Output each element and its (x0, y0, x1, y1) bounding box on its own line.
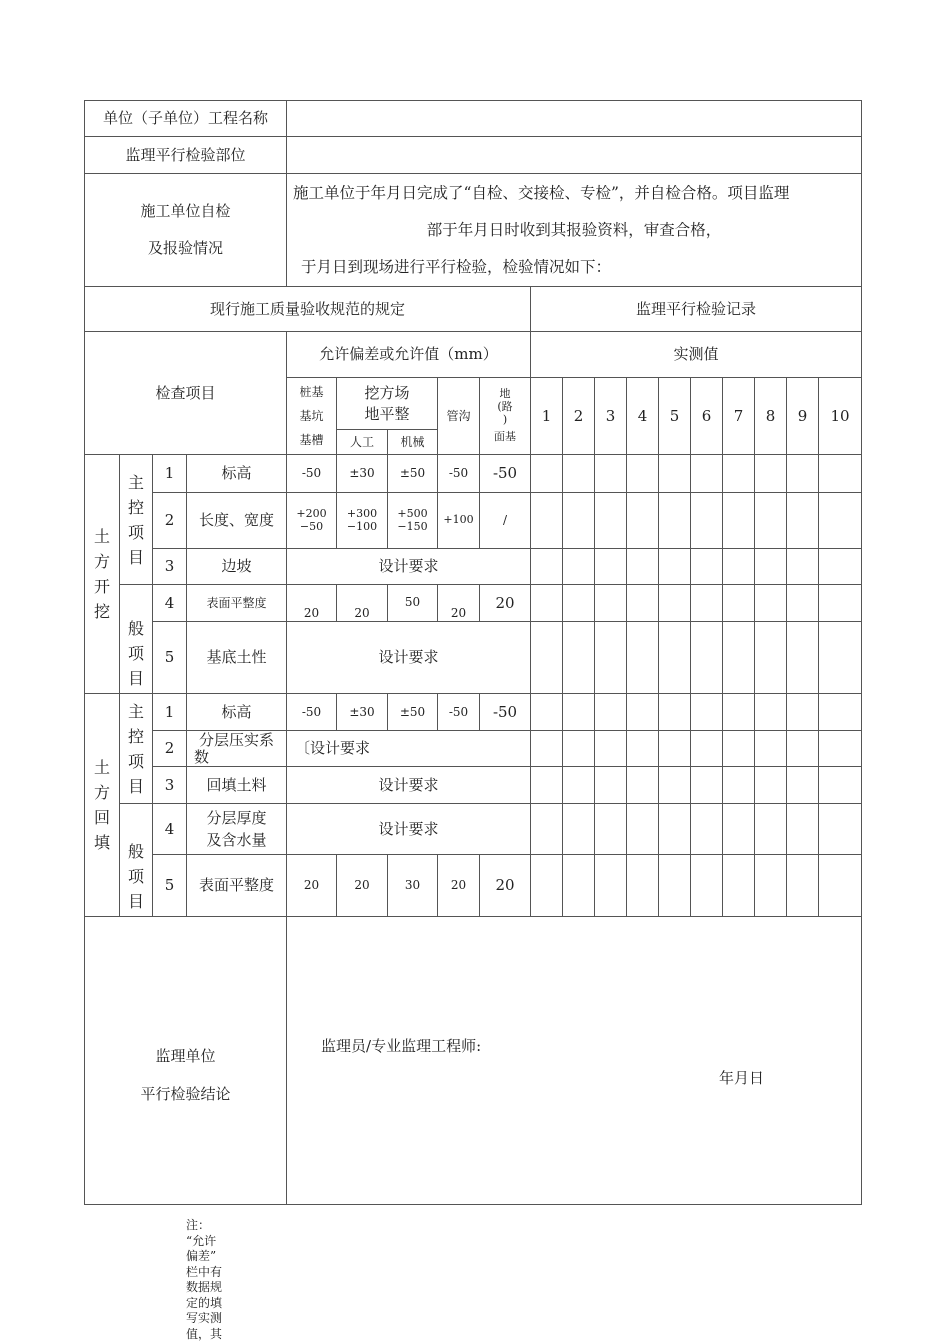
measured-cell[interactable] (819, 493, 862, 549)
measured-cell[interactable] (691, 549, 723, 585)
measured-cell[interactable] (595, 694, 627, 731)
value-road: -50 (480, 694, 531, 731)
measure-col-8: 8 (755, 378, 787, 455)
footnote (186, 1218, 232, 1342)
row-number: 2 (153, 493, 187, 549)
footnote-line: 写实测 (186, 1311, 223, 1325)
self-check-text-line3: 于月日到现场进行平行检验，检验情况如下： (301, 257, 612, 276)
item-name (187, 804, 287, 855)
value-road: / (480, 493, 531, 549)
measured-cell[interactable] (563, 694, 595, 731)
measured-cell[interactable] (819, 585, 862, 622)
value-machine: ±50 (388, 694, 438, 731)
value-ditch: 20 (438, 855, 480, 917)
item-name: 标高 (187, 455, 287, 493)
row-number: 3 (153, 767, 187, 804)
row-number: 2 (153, 731, 187, 767)
measured-cell[interactable] (627, 694, 659, 731)
leveling-header-line1: 挖方场 (364, 383, 410, 402)
inspection-location-label: 监理平行检验部位 (85, 137, 287, 174)
main-control-char: 项 (127, 522, 144, 542)
measured-cell[interactable] (595, 622, 627, 694)
conclusion-date: 年月日 (719, 1069, 765, 1087)
measured-cell[interactable] (595, 767, 627, 804)
road-header-line3: ) (502, 412, 508, 426)
measured-cell[interactable] (691, 622, 723, 694)
machine-header: 机械 (388, 430, 438, 455)
value-upper: +500 (397, 506, 428, 520)
item-name: 表面平整度 (187, 585, 287, 622)
general-char: 项 (127, 867, 144, 886)
measured-cell[interactable] (627, 585, 659, 622)
self-check-text-line2: 部于年月日时收到其报验资料，审查合格， (426, 220, 722, 239)
main-control-char: 目 (127, 776, 144, 796)
design-requirement: 设计要求 (287, 549, 531, 585)
measured-cell[interactable] (723, 855, 755, 917)
measured-cell[interactable] (531, 622, 563, 694)
footnote-line: 注： (186, 1218, 211, 1232)
value-ditch: +100 (438, 493, 480, 549)
measured-cell[interactable] (531, 455, 563, 493)
measured-cell[interactable] (755, 622, 787, 694)
value-upper: +300 (346, 506, 378, 520)
value-machine: 50 (388, 585, 438, 622)
measured-cell[interactable] (595, 731, 627, 767)
item-name: 长度、宽度 (187, 493, 287, 549)
measure-col-10: 10 (819, 378, 862, 455)
self-check-label-line2: 及报验情况 (148, 239, 224, 257)
footnote-line: 偏差” (186, 1249, 217, 1263)
measured-cell[interactable] (787, 493, 819, 549)
value-upper: +200 (296, 506, 327, 520)
inspection-location-field[interactable] (287, 137, 862, 174)
value-machine: 30 (388, 855, 438, 917)
backfill-char: 方 (93, 783, 110, 802)
value-manual (337, 493, 388, 549)
measured-cell[interactable] (627, 455, 659, 493)
measured-cell[interactable] (787, 585, 819, 622)
excavation-main-control-label (120, 455, 153, 585)
value-ditch: -50 (438, 694, 480, 731)
measured-cell[interactable] (691, 493, 723, 549)
value-road: 20 (480, 585, 531, 622)
row-number: 5 (153, 855, 187, 917)
measured-cell[interactable] (755, 855, 787, 917)
leveling-header-line2: 地平整 (364, 404, 410, 423)
measure-col-2: 2 (563, 378, 595, 455)
self-check-text-line1: 施工单位于年月日完成了“自检、交接检、专检”，并自检合格。项目监理 (293, 183, 790, 202)
measured-cell[interactable] (531, 549, 563, 585)
measured-cell[interactable] (659, 585, 691, 622)
value-manual: 20 (337, 585, 388, 622)
main-control-char: 主 (127, 701, 144, 721)
measured-cell[interactable] (563, 767, 595, 804)
value-manual: ±30 (337, 694, 388, 731)
design-requirement: 设计要求 (287, 767, 531, 804)
row-number: 4 (153, 585, 187, 622)
value-machine: ±50 (388, 455, 438, 493)
main-control-char: 控 (127, 726, 144, 746)
measured-cell[interactable] (627, 767, 659, 804)
measured-cell[interactable] (723, 455, 755, 493)
measured-cell[interactable] (531, 731, 563, 767)
measured-cell[interactable] (659, 622, 691, 694)
measure-col-6: 6 (691, 378, 723, 455)
measured-cell[interactable] (595, 855, 627, 917)
measured-cell[interactable] (531, 804, 563, 855)
value-pile: -50 (287, 455, 337, 493)
measured-cell[interactable] (787, 767, 819, 804)
measured-cell[interactable] (563, 804, 595, 855)
value-manual: 20 (337, 855, 388, 917)
road-header-line4: 面基 (494, 430, 517, 444)
signer-label: 监理员/专业监理工程师: (321, 1037, 482, 1055)
measured-cell[interactable] (531, 694, 563, 731)
footnote-line: 数据规 (186, 1280, 223, 1294)
measured-cell[interactable] (627, 622, 659, 694)
road-header (480, 378, 531, 455)
self-check-text (287, 174, 862, 287)
measured-cell[interactable] (659, 493, 691, 549)
main-control-char: 主 (127, 472, 144, 492)
measured-cell[interactable] (819, 767, 862, 804)
general-char: 目 (127, 669, 144, 688)
measured-cell[interactable] (531, 585, 563, 622)
footnote-line: 值，其 (186, 1326, 223, 1341)
measure-col-5: 5 (659, 378, 691, 455)
excavation-general-label (120, 585, 153, 694)
item-name-line1: 分层厚度 (206, 809, 267, 827)
pile-pit-header (287, 378, 337, 455)
footnote-line: “允许 (186, 1233, 217, 1248)
design-requirement: 设计要求 (287, 804, 531, 855)
measure-col-9: 9 (787, 378, 819, 455)
measured-cell[interactable] (563, 855, 595, 917)
measured-cell[interactable] (563, 585, 595, 622)
measured-cell[interactable] (563, 549, 595, 585)
measured-cell[interactable] (755, 585, 787, 622)
value-ditch: -50 (438, 455, 480, 493)
measured-cell[interactable] (787, 855, 819, 917)
design-requirement: 〔设计要求 (287, 731, 531, 767)
ditch-header: 管沟 (438, 378, 480, 455)
measured-cell[interactable] (755, 549, 787, 585)
measured-cell[interactable] (755, 493, 787, 549)
measured-cell[interactable] (531, 493, 563, 549)
measured-cell[interactable] (563, 455, 595, 493)
measured-cell[interactable] (819, 804, 862, 855)
measured-cell[interactable] (659, 855, 691, 917)
measured-cell[interactable] (531, 855, 563, 917)
value-lower: −50 (299, 519, 324, 533)
measured-cell[interactable] (627, 804, 659, 855)
road-header-line1: 地 (499, 387, 511, 401)
value-lower: −100 (346, 519, 378, 533)
pile-header-line1: 桩基 (299, 385, 324, 399)
row-number: 1 (153, 455, 187, 493)
measured-cell[interactable] (787, 804, 819, 855)
measured-cell[interactable] (787, 455, 819, 493)
backfill-char: 土 (93, 758, 110, 777)
general-char: 般 (127, 842, 144, 861)
measured-cell[interactable] (819, 549, 862, 585)
measured-cell[interactable] (723, 622, 755, 694)
leveling-header (337, 378, 438, 430)
value-manual: ±30 (337, 455, 388, 493)
main-control-char: 项 (127, 751, 144, 771)
measured-cell[interactable] (723, 804, 755, 855)
backfill-section-label (85, 694, 120, 917)
measured-cell[interactable] (691, 731, 723, 767)
excavation-section-label (85, 455, 120, 694)
value-pile (287, 493, 337, 549)
item-name-line2: 及含水量 (206, 831, 267, 849)
conclusion-label (85, 917, 287, 1205)
measured-cell[interactable] (787, 622, 819, 694)
general-char: 项 (127, 644, 144, 663)
measured-cell[interactable] (723, 694, 755, 731)
measured-cell[interactable] (531, 767, 563, 804)
measured-cell[interactable] (755, 731, 787, 767)
measure-col-4: 4 (627, 378, 659, 455)
conclusion-label-line1: 监理单位 (155, 1046, 216, 1065)
main-control-char: 目 (127, 547, 144, 567)
footnote-line: 栏中有 (186, 1264, 223, 1279)
measured-cell[interactable] (723, 731, 755, 767)
measured-cell[interactable] (819, 855, 862, 917)
measured-cell[interactable] (595, 493, 627, 549)
measured-cell[interactable] (691, 694, 723, 731)
allowance-header: 允许偏差或允许值（mm） (287, 332, 531, 378)
main-control-char: 控 (127, 497, 144, 517)
item-name: 边坡 (187, 549, 287, 585)
conclusion-label-line2: 平行检验结论 (140, 1084, 231, 1103)
pile-header-line2: 基坑 (299, 409, 324, 423)
excavation-char: 土 (93, 527, 110, 546)
backfill-main-control-label (120, 694, 153, 804)
measured-cell[interactable] (755, 804, 787, 855)
value-lower: −150 (397, 519, 428, 533)
backfill-char: 回 (93, 808, 110, 827)
manual-header: 人工 (337, 430, 388, 455)
value-machine (388, 493, 438, 549)
item-name: 表面平整度 (187, 855, 287, 917)
measured-cell[interactable] (755, 455, 787, 493)
backfill-general-label (120, 804, 153, 917)
backfill-char: 填 (93, 833, 110, 852)
measured-cell[interactable] (691, 855, 723, 917)
measured-cell[interactable] (563, 622, 595, 694)
measured-cell[interactable] (819, 455, 862, 493)
measured-cell[interactable] (563, 493, 595, 549)
measured-cell[interactable] (691, 455, 723, 493)
conclusion-area[interactable] (287, 917, 862, 1205)
measured-cell[interactable] (787, 731, 819, 767)
excavation-char: 开 (93, 577, 110, 596)
item-name (187, 731, 287, 767)
general-char: 目 (127, 892, 144, 911)
measured-cell[interactable] (659, 455, 691, 493)
measured-cell[interactable] (723, 767, 755, 804)
item-name: 标高 (187, 694, 287, 731)
measure-col-1: 1 (531, 378, 563, 455)
row-number: 4 (153, 804, 187, 855)
measured-cell[interactable] (563, 731, 595, 767)
value-ditch: 20 (438, 585, 480, 622)
inspection-form (84, 100, 862, 1205)
measured-cell[interactable] (627, 731, 659, 767)
item-name: 基底土性 (187, 622, 287, 694)
measured-cell[interactable] (723, 585, 755, 622)
measured-header: 实测值 (531, 332, 862, 378)
self-check-label (85, 174, 287, 287)
measured-cell[interactable] (659, 731, 691, 767)
road-header-line2: (路 (497, 399, 513, 413)
record-title: 监理平行检验记录 (531, 287, 862, 332)
row-number: 5 (153, 622, 187, 694)
measured-cell[interactable] (595, 585, 627, 622)
excavation-char: 方 (93, 552, 110, 571)
measured-cell[interactable] (627, 855, 659, 917)
measured-cell[interactable] (627, 493, 659, 549)
measured-cell[interactable] (755, 767, 787, 804)
measured-cell[interactable] (659, 767, 691, 804)
measured-cell[interactable] (819, 731, 862, 767)
measured-cell[interactable] (723, 493, 755, 549)
row-number: 1 (153, 694, 187, 731)
footnote-line: 定的填 (186, 1295, 223, 1310)
row-number: 3 (153, 549, 187, 585)
value-pile: -50 (287, 694, 337, 731)
measured-cell[interactable] (787, 549, 819, 585)
value-pile: 20 (287, 585, 337, 622)
self-check-label-line1: 施工单位自检 (140, 202, 231, 220)
measured-cell[interactable] (691, 767, 723, 804)
measure-col-3: 3 (595, 378, 627, 455)
value-road: -50 (480, 455, 531, 493)
project-name-label: 单位（子单位）工程名称 (85, 101, 287, 137)
general-char: 般 (127, 619, 144, 638)
item-name: 回填土料 (187, 767, 287, 804)
measured-cell[interactable] (627, 549, 659, 585)
measured-cell[interactable] (691, 804, 723, 855)
value-road: 20 (480, 855, 531, 917)
measured-cell[interactable] (659, 694, 691, 731)
value-pile: 20 (287, 855, 337, 917)
project-name-field[interactable] (287, 101, 862, 137)
excavation-char: 挖 (93, 602, 110, 621)
measured-cell[interactable] (595, 549, 627, 585)
measured-cell[interactable] (723, 549, 755, 585)
spec-title: 现行施工质量验收规范的规定 (85, 287, 531, 332)
measured-cell[interactable] (691, 585, 723, 622)
measured-cell[interactable] (755, 694, 787, 731)
measured-cell[interactable] (819, 694, 862, 731)
measured-cell[interactable] (787, 694, 819, 731)
check-item-header: 检查项目 (85, 332, 287, 455)
measured-cell[interactable] (659, 804, 691, 855)
measured-cell[interactable] (819, 622, 862, 694)
pile-header-line3: 基槽 (299, 433, 324, 447)
design-requirement: 设计要求 (287, 622, 531, 694)
item-name-line2: 数 (194, 747, 210, 766)
measured-cell[interactable] (595, 804, 627, 855)
measure-col-7: 7 (723, 378, 755, 455)
measured-cell[interactable] (595, 455, 627, 493)
item-name-line1: 分层压实系 (199, 730, 275, 749)
measured-cell[interactable] (659, 549, 691, 585)
